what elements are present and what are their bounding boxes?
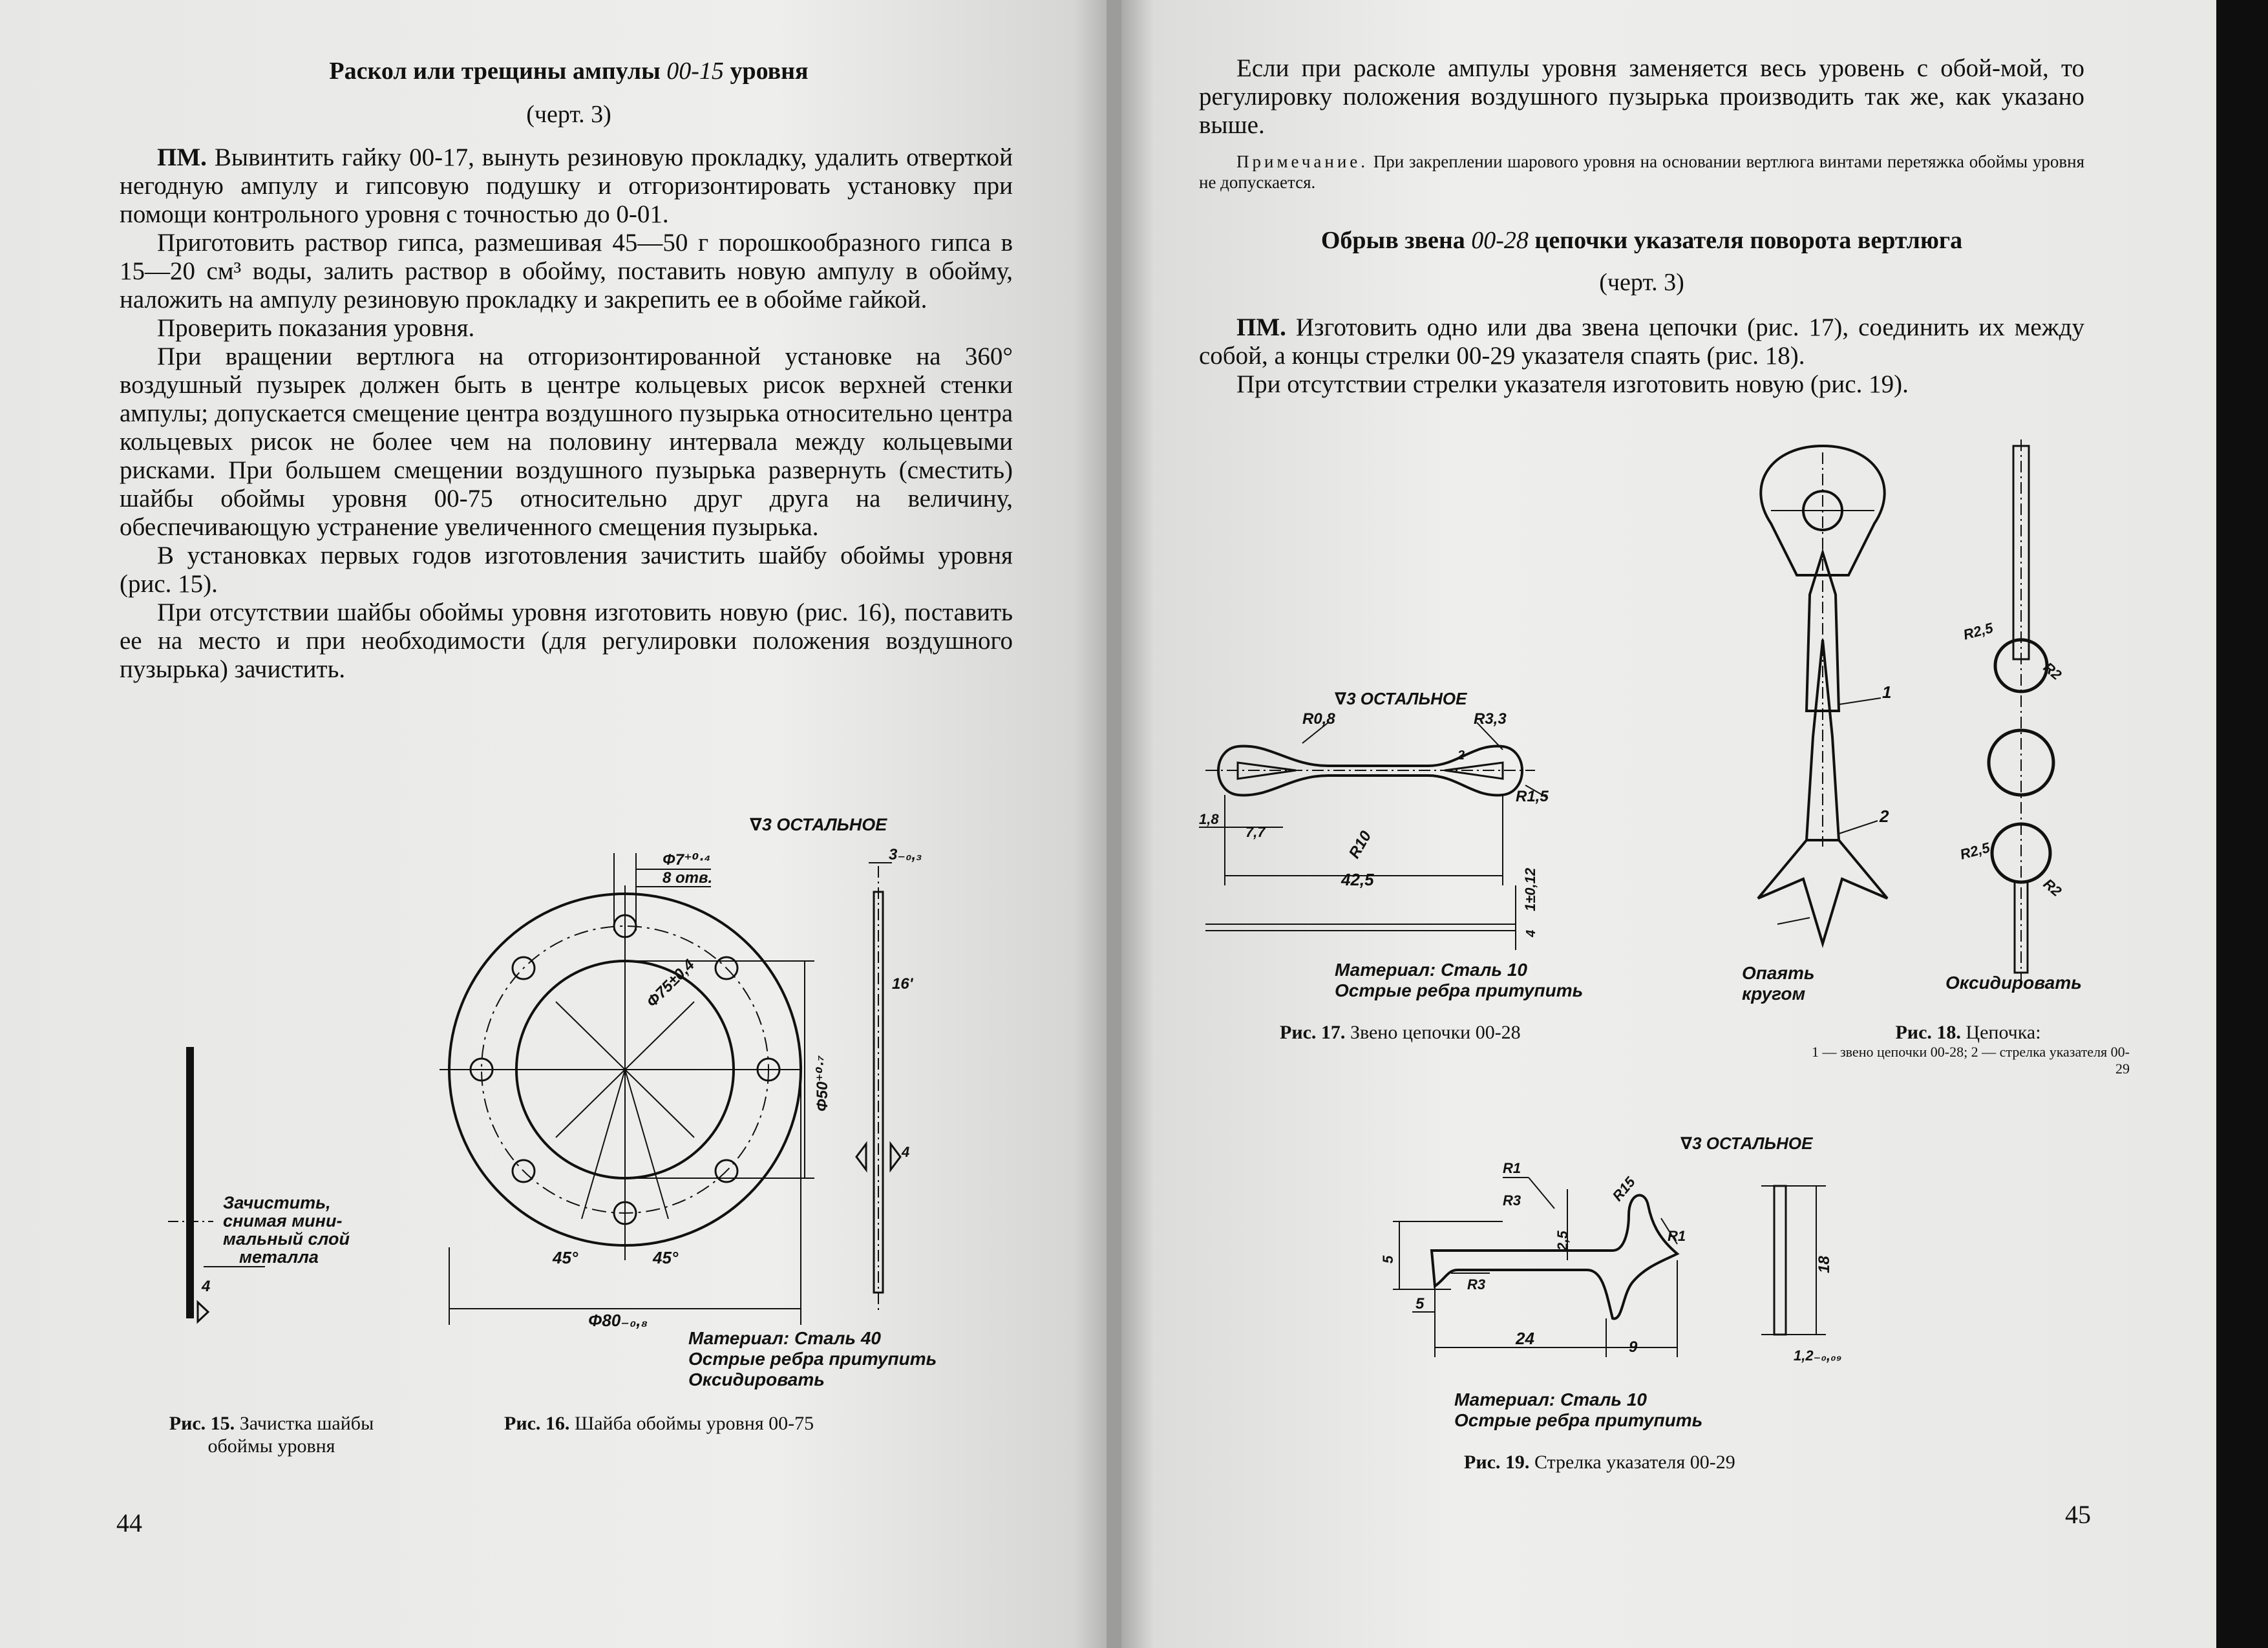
paragraph-2: Приготовить раствор гипса, размешивая 45—50 г порошкообразного гипса в 15—20 см³ воды, залить раствор в обойму, поставить новую ампулу в обойму, наложить на ампулу резиновую прокладку и закрепить ее в обойме гайкой. — [120, 229, 1013, 313]
section-heading-chain — [1199, 226, 2084, 255]
left-body-text — [120, 143, 1013, 684]
pointer-tail — [1758, 840, 1887, 944]
fig16-material-1: Материал: Сталь 40 — [688, 1328, 881, 1348]
fig16-roughness: ∇3 ОСТАЛЬНОЕ — [750, 815, 887, 834]
r25-bottom: R2,5 — [1958, 839, 1992, 863]
callout-2: 2 — [1880, 807, 1889, 826]
fig16-rough-mark: 4 — [902, 1144, 910, 1160]
right-paragraph-3: При отсутствии стрелки указателя изготовить новую (рис. 19). — [1236, 370, 1909, 398]
fig19-material-2: Острые ребра притупить — [1454, 1410, 1703, 1430]
dim-d18: 1,8 — [1199, 811, 1219, 827]
heading-tail: цепочки указателя поворота вертлюга — [1534, 227, 1963, 254]
pm-label: ПМ. — [157, 143, 207, 171]
pm-label: ПМ. — [1236, 313, 1286, 341]
note — [1199, 151, 2084, 193]
figure-18-drawing — [1732, 427, 2081, 1008]
right-paragraph-2-text: Изготовить одно или два звена цепочки (рис. 17), соединить их между собой, а концы стрелки 00-29 указателя спаять (рис. 18). — [1199, 313, 2084, 370]
paragraph-3: Проверить показания уровня. — [157, 314, 475, 342]
dim-w2: 2 — [1457, 748, 1465, 763]
page-number-left: 44 — [116, 1508, 142, 1537]
dim-d77: 7,7 — [1245, 824, 1266, 840]
dim-r3-bottom: R3 — [1467, 1276, 1486, 1293]
right-body-text — [1199, 313, 2084, 399]
callout-1: 1 — [1882, 682, 1892, 702]
dim-inner-d: Φ75±0,4 — [643, 956, 698, 1011]
heading-tail: уровня — [730, 58, 809, 85]
figure-15-drawing — [155, 1047, 350, 1461]
dim-d9: 9 — [1629, 1338, 1638, 1356]
dim-outer-d: Φ80₋₀,₈ — [588, 1311, 648, 1330]
heading-code: 00-15 — [666, 58, 724, 85]
heading-code: 00-28 — [1471, 227, 1529, 254]
fig15-caption-text: Зачистка шайбы обоймы уровня — [207, 1413, 374, 1457]
dim-thickness: 3₋₀,₃ — [889, 846, 922, 863]
book-gutter — [1107, 0, 1121, 1648]
dim-hole: Φ7⁺⁰·⁴ — [662, 851, 711, 869]
figure-15-caption — [162, 1412, 381, 1457]
fig16-caption-text: Шайба обоймы уровня 00-75 — [574, 1413, 814, 1434]
right-paragraph-2 — [1199, 313, 2084, 370]
washer-section — [186, 1047, 194, 1318]
dim-r15: R15 — [1609, 1174, 1638, 1205]
subheading: (черт. 3) — [1599, 269, 1684, 296]
dim-holes-count: 8 отв. — [662, 869, 713, 887]
paragraph-1 — [120, 143, 1013, 229]
fig15-dim: 4 — [202, 1278, 211, 1295]
r2-bottom: R2 — [2040, 875, 2065, 900]
fig18-label: Рис. 18. — [1895, 1022, 1961, 1043]
fig17-roughness: ∇3 ОСТАЛЬНОЕ — [1335, 689, 1467, 708]
fig18-solder-1: Опаять — [1742, 963, 1815, 983]
dim-thick-mark: 4 — [1524, 929, 1538, 937]
dim-r33: R3,3 — [1474, 710, 1507, 728]
dim-r1-top: R1 — [1503, 1160, 1521, 1176]
r25-top: R2,5 — [1961, 619, 1995, 643]
dim-angle-left: 45° — [553, 1248, 578, 1267]
fig17-material-1: Материал: Сталь 10 — [1335, 960, 1527, 980]
fig16-material-3: Оксидировать — [688, 1369, 825, 1389]
scan-border — [2216, 0, 2268, 1648]
dim-r08: R0,8 — [1302, 710, 1335, 728]
dim-thick: 1±0,12 — [1522, 867, 1538, 911]
fig15-label: Рис. 15. — [169, 1413, 235, 1434]
heading-text: Обрыв звена — [1320, 227, 1465, 254]
dim-r3-top: R3 — [1503, 1192, 1521, 1209]
dim-r15: R1,5 — [1516, 788, 1549, 805]
note-label: Примечание. — [1236, 152, 1369, 171]
fig16-material-2: Острые ребра притупить — [688, 1349, 937, 1369]
fig19-label: Рис. 19. — [1464, 1452, 1530, 1473]
left-page — [0, 0, 1107, 1648]
heading-text: Раскол или трещины ампулы — [329, 58, 661, 85]
section-heading-ampoule — [129, 57, 1008, 85]
roughness-mark — [198, 1302, 208, 1322]
pointer-arrow — [1432, 1195, 1677, 1318]
figure-19-drawing — [1373, 1125, 1891, 1448]
fig18-solder-2: кругом — [1742, 984, 1806, 1004]
fig16-label: Рис. 16. — [504, 1413, 570, 1434]
paragraph-5: В установках первых годов изготовления зачистить шайбу обоймы уровня (рис. 15). — [120, 542, 1013, 598]
dim-d5-left: 5 — [1380, 1255, 1396, 1263]
fig17-caption-text: Звено цепочки 00-28 — [1350, 1022, 1521, 1043]
paragraph-6: При отсутствии шайбы обоймы уровня изготовить новую (рис. 16), поставить ее на место и при необходимости (для регулировки положения воздушного пузырька) зачистить. — [120, 598, 1013, 683]
dim-d25: 2,5 — [1554, 1231, 1571, 1251]
fig18-caption-detail: 1 — звено цепочки 00-28; 2 — стрелка указателя 00-29 — [1811, 1044, 2130, 1077]
right-page — [1121, 0, 2216, 1648]
fig15-note-1: Зачистить, — [223, 1193, 331, 1212]
figure-16-caption — [504, 1412, 970, 1435]
fig19-roughness: ∇3 ОСТАЛЬНОЕ — [1680, 1134, 1813, 1153]
dim-bolt-circle: Φ50⁺⁰·⁷ — [814, 1055, 831, 1112]
dim-r1-tip: R1 — [1668, 1228, 1686, 1244]
fig15-note-3: мальный слой — [223, 1229, 350, 1249]
right-body-intro — [1199, 54, 2084, 140]
figure-18-caption — [1807, 1021, 2130, 1077]
dim-d18: 18 — [1816, 1256, 1833, 1273]
fig19-caption-text: Стрелка указателя 00-29 — [1534, 1452, 1735, 1473]
dim-len: 42,5 — [1341, 870, 1374, 889]
right-paragraph-1: Если при расколе ампулы уровня заменяется весь уровень с обой-мой, то регулировку положения воздушного пузырька производить так же, как указано выше. — [1199, 54, 2084, 139]
fig18-oxidize: Оксидировать — [1945, 973, 2082, 993]
dim-angle-right: 45° — [653, 1248, 679, 1267]
fig15-note-4: металла — [239, 1247, 319, 1267]
r2-top: R2 — [2040, 659, 2065, 683]
subheading: (черт. 3) — [526, 101, 611, 128]
dim-d24: 24 — [1516, 1329, 1534, 1348]
figure-17-caption — [1280, 1021, 1616, 1044]
figure-19-caption — [1464, 1451, 1852, 1474]
figure-17-drawing — [1199, 679, 1626, 1015]
paragraph-4: При вращении вертлюга на отгоризонтированной установке на 360° воздушный пузырек должен быть в центре кольцевых рисок верхней стенки ампулы; допускается смещение центра воздушного пузырька относительно центра кольцевых рисок не более чем на половину интервала между кольцевыми рисками. При большем смещении воздушного пузырька развернуть (сместить) шайбы обоймы уровня 00-75 относительно друг друга на величину, обеспечивающую устранение увеличенного смещения пузырька. — [120, 343, 1013, 541]
figure-16-drawing — [440, 808, 970, 1389]
fig19-material-1: Материал: Сталь 10 — [1454, 1389, 1647, 1410]
page-number-right: 45 — [2065, 1500, 2091, 1529]
pointer-side-view — [1774, 1186, 1786, 1335]
dim-d5-bottom: 5 — [1415, 1295, 1425, 1313]
fig18-caption-text: Цепочка: — [1966, 1022, 2041, 1043]
note-text: При закреплении шарового уровня на основании вертлюга винтами перетяжка обоймы уровня не допускается. — [1199, 152, 2084, 192]
fig17-label: Рис. 17. — [1280, 1022, 1346, 1043]
fig17-material-2: Острые ребра притупить — [1335, 980, 1584, 1000]
fig15-note-2: снимая мини- — [223, 1211, 343, 1231]
dim-thick: 1,2₋₀,₀₉ — [1794, 1347, 1842, 1364]
dim-r10: R10 — [1345, 828, 1375, 861]
dim-surface: 16' — [892, 975, 913, 993]
paragraph-1-text: Вывинтить гайку 00-17, вынуть резиновую прокладку, удалить отверткой негодную ампулу и гипсовую подушку и отгоризонтировать установку при помощи контрольного уровня с точностью до 0-01. — [120, 143, 1013, 228]
